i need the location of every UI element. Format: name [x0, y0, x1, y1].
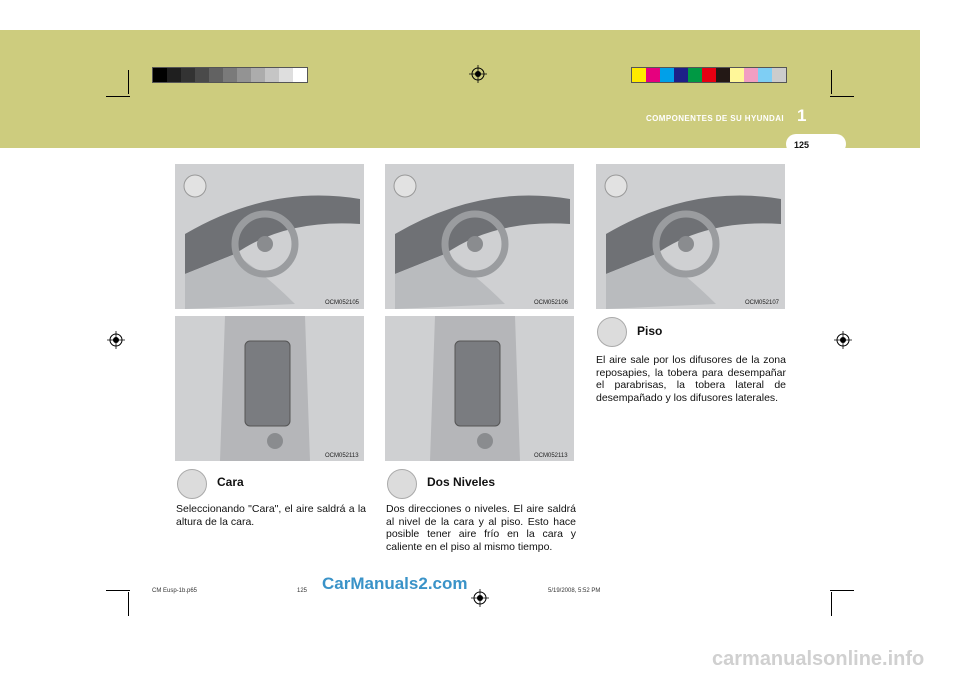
figure-code: OCM052105 [325, 300, 360, 306]
dashboard-drawing [175, 164, 364, 309]
crop-mark [830, 96, 854, 97]
page-number: 125 [794, 140, 810, 150]
footer-page: 125 [297, 588, 308, 594]
registration-mark-icon [107, 331, 125, 349]
floor-mode-icon [597, 317, 627, 347]
header-band [0, 30, 920, 148]
registration-mark-icon [834, 331, 852, 349]
dashboard-drawing [385, 164, 574, 309]
crop-mark [830, 590, 854, 591]
crop-mark [128, 70, 129, 94]
footer-file: CM Eusp-1b.p65 [152, 588, 198, 594]
dashboard-illustration-bi-level [385, 164, 574, 309]
figure-code: OCM052113 [325, 453, 359, 459]
section-heading-cara: Cara [217, 475, 244, 489]
cmyk-color-bar [631, 67, 787, 83]
crop-mark [106, 590, 130, 591]
vent-illustration-face [175, 316, 364, 461]
figure-code: OCM052107 [745, 300, 780, 306]
watermark-carmanuals2[interactable]: CarManuals2.com [322, 574, 468, 593]
chapter-number: 1 [797, 106, 807, 125]
footer-datetime: 5/19/2008, 5:52 PM [548, 588, 601, 594]
figure-code: OCM052113 [534, 453, 568, 459]
vent-drawing [175, 316, 364, 461]
crop-mark [106, 96, 130, 97]
bi-level-mode-icon [387, 469, 417, 499]
vent-drawing [385, 316, 574, 461]
face-mode-icon [177, 469, 207, 499]
watermark-carmanualsonline[interactable]: carmanualsonline.info [712, 648, 925, 670]
dashboard-illustration-floor [596, 164, 785, 309]
section-text-cara: Seleccionando "Cara", el aire saldrá a la altura de la cara. [176, 503, 366, 528]
crop-mark [128, 592, 129, 616]
crop-mark [831, 592, 832, 616]
dashboard-drawing [596, 164, 785, 309]
registration-mark-icon [469, 65, 487, 83]
grayscale-color-bar [152, 67, 308, 83]
section-heading-piso: Piso [637, 324, 663, 338]
section-title: COMPONENTES DE SU HYUNDAI [646, 114, 785, 123]
dashboard-illustration-face [175, 164, 364, 309]
crop-mark [831, 70, 832, 94]
figure-code: OCM052106 [534, 300, 569, 306]
section-text-dos-niveles: Dos direcciones o niveles. El aire saldrá al nivel de la cara y al piso. Esto hace posible tener aire frío en la cara y caliente en el piso al mismo tiempo. [386, 503, 576, 553]
section-text-piso: El aire sale por los difusores de la zona reposapies, la tobera para desempañar el parabrisas, la tobera lateral de desempañado y los difusores laterales. [596, 354, 786, 404]
vent-illustration-bi-level [385, 316, 574, 461]
section-heading-dos-niveles: Dos Niveles [427, 475, 496, 489]
registration-mark-icon [471, 589, 489, 607]
